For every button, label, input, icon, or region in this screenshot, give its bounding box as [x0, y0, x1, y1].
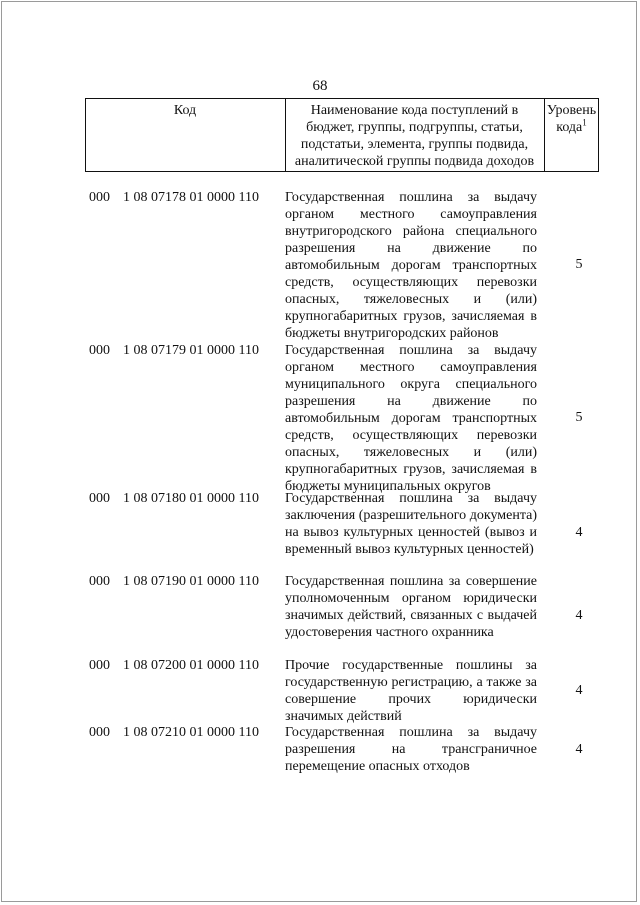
header-code: Код [173, 103, 197, 118]
revenue-name: Государственная пошлина за выдачу разрешения на трансграничное перемещение опасных отходов [285, 725, 537, 774]
revenue-name: Прочие государственные пошлины за государственную регистрацию, а также за совершение прочих юридически значимых действий [285, 658, 537, 724]
revenue-name: Государственная пошлина за совершение уполномоченным органом юридически значимых действий, связанных с выдачей удостоверения частного охранника [285, 574, 537, 640]
header-name: Наименование кода поступлений в бюджет, группы, подгруппы, статьи, подстатьи, элемента, группы подвида, аналитической группы подвида доходов [294, 103, 535, 169]
code-level: 4 [575, 525, 583, 540]
code-level: 5 [575, 257, 583, 272]
revenue-name: Государственная пошлина за выдачу заключения (разрешительного документа) на вывоз культурных ценностей (вывоз и временный вывоз культурных ценностей) [285, 491, 537, 557]
admin-code: 000 [89, 343, 110, 358]
code-level: 4 [575, 683, 583, 698]
header-level-label: Уровень кода [546, 103, 597, 135]
code-level: 5 [575, 410, 583, 425]
admin-code: 000 [89, 574, 110, 589]
admin-code: 000 [89, 190, 110, 205]
budget-code: 1 08 07210 01 0000 110 [123, 725, 259, 740]
admin-code: 000 [89, 491, 110, 506]
budget-code: 1 08 07180 01 0000 110 [123, 491, 259, 506]
revenue-name: Государственная пошлина за выдачу органом местного самоуправления муниципального округа специального разрешения на движение по автомобильным дорогам транспортных средств, осуществляющих перевозки опасных, тяжеловесных и (или) крупногабаритных грузов, зачисляемая в бюджеты муниципальных округов [285, 343, 537, 494]
header-level [544, 102, 599, 136]
budget-code: 1 08 07178 01 0000 110 [123, 190, 259, 205]
table-header [85, 98, 599, 172]
budget-code: 1 08 07179 01 0000 110 [123, 343, 259, 358]
code-level: 4 [575, 742, 583, 757]
header-level-footnote: 1 [582, 117, 587, 128]
revenue-name: Государственная пошлина за выдачу органом местного самоуправления внутригородского района специального разрешения на движение по автомобильным дорогам транспортных средств, осуществляющих перевозки опасных, тяжеловесных и (или) крупногабаритных грузов, зачисляемая в бюджеты внутригородских районов [285, 190, 537, 341]
code-level: 4 [575, 608, 583, 623]
page-number: 68 [312, 78, 328, 94]
budget-code: 1 08 07200 01 0000 110 [123, 658, 259, 673]
admin-code: 000 [89, 725, 110, 740]
admin-code: 000 [89, 658, 110, 673]
budget-code: 1 08 07190 01 0000 110 [123, 574, 259, 589]
